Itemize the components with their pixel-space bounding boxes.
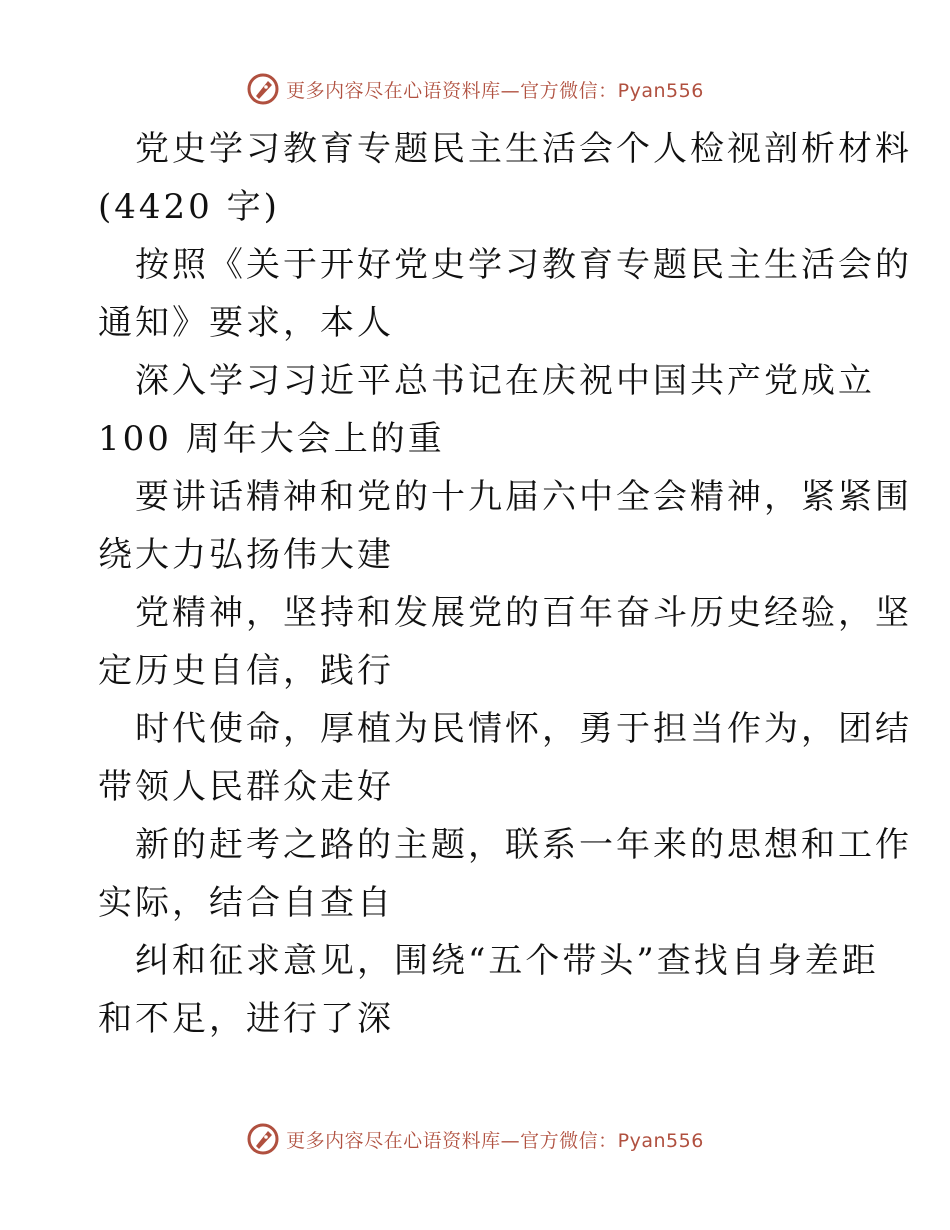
watermark-text: 更多内容尽在心语资料库—官方微信：Pyan556 — [286, 1129, 704, 1152]
paragraph-line: (4420 字) — [98, 187, 280, 227]
paragraph-line: 实际，结合自查自 — [98, 883, 394, 923]
paragraph — [98, 584, 912, 700]
paragraph-line: 要讲话精神和党的十九届六中全会精神，紧紧围 — [135, 477, 912, 517]
paragraph-line: 党精神，坚持和发展党的百年奋斗历史经验，坚 — [135, 593, 912, 633]
pen-nib-logo-icon — [246, 1122, 280, 1156]
paragraph-line: 带领人民群众走好 — [98, 767, 394, 807]
paragraph-line: 绕大力弘扬伟大建 — [98, 535, 394, 575]
header-watermark — [0, 72, 950, 106]
paragraph-line: 深入学习习近平总书记在庆祝中国共产党成立 — [135, 361, 875, 401]
paragraph — [98, 236, 912, 352]
paragraph-line: 100 周年大会上的重 — [98, 419, 445, 459]
paragraph — [98, 468, 912, 584]
paragraph-line: 新的赶考之路的主题，联系一年来的思想和工作 — [135, 825, 912, 865]
paragraph-line: 按照《关于开好党史学习教育专题民主生活会的 — [135, 245, 912, 285]
paragraph-line: 通知》要求，本人 — [98, 303, 394, 343]
document-body — [98, 120, 912, 1048]
paragraph — [98, 932, 879, 1048]
paragraph-line: 时代使命，厚植为民情怀，勇于担当作为，团结 — [135, 709, 912, 749]
pen-nib-logo-icon — [246, 72, 280, 106]
paragraph — [98, 816, 912, 932]
paragraph-line: 和不足，进行了深 — [98, 999, 394, 1039]
watermark-text: 更多内容尽在心语资料库—官方微信：Pyan556 — [286, 79, 704, 102]
paragraph-line: 纠和征求意见，围绕“五个带头”查找自身差距 — [135, 941, 879, 981]
footer-watermark — [0, 1122, 950, 1156]
paragraph-line: 定历史自信，践行 — [98, 651, 394, 691]
paragraph — [98, 120, 912, 236]
paragraph-line: 党史学习教育专题民主生活会个人检视剖析材料 — [135, 129, 912, 169]
paragraph — [98, 352, 875, 468]
paragraph — [98, 700, 912, 816]
